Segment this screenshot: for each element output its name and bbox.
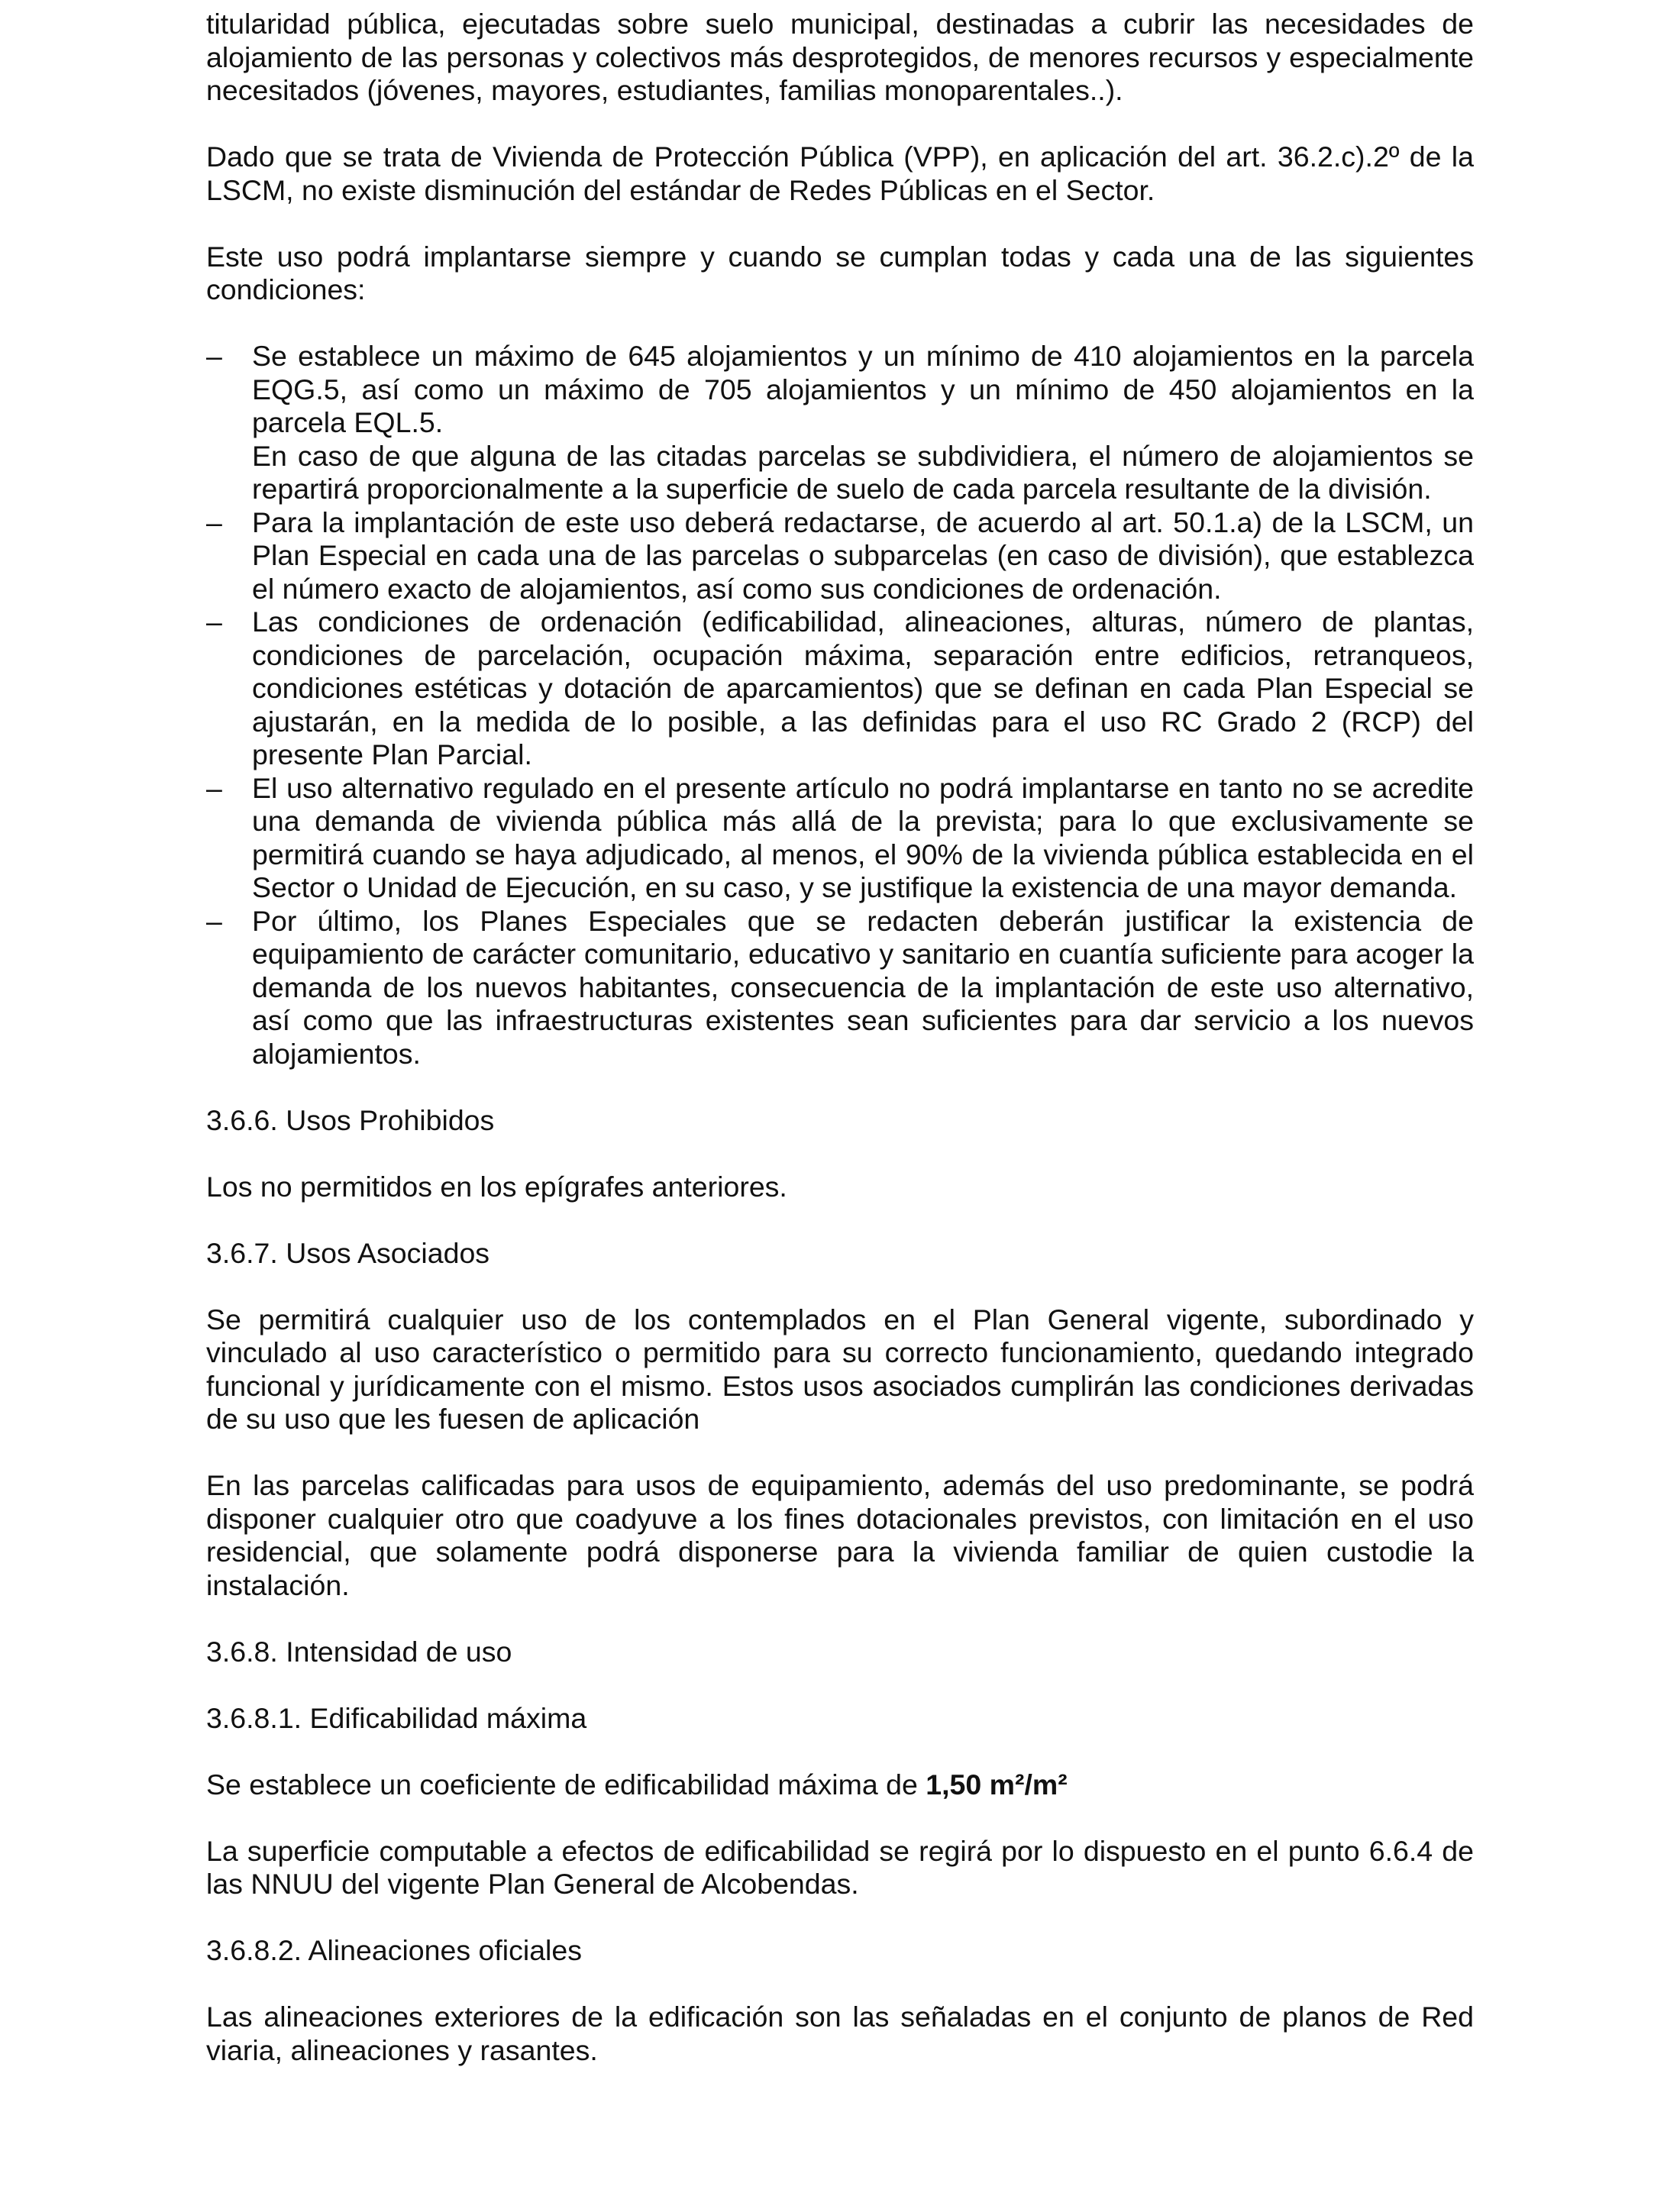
conditions-list: [206, 340, 1474, 1071]
edificabilidad-text: Se establece un coeficiente de edificabilidad máxima de: [206, 1768, 926, 1801]
condition-text: En caso de que alguna de las citadas parcelas se subdividiera, el número de alojamientos se repartirá proporcionalmente a la superficie de suelo de cada parcela resultante de la división.: [252, 439, 1474, 505]
condition-text: Para la implantación de este uso deberá redactarse, de acuerdo al art. 50.1.a) de la LSCM, un Plan Especial en cada una de las parcelas o subparcelas (en caso de división), que establezca el número exacto de alojamientos, así como sus condiciones de ordenación.: [252, 505, 1474, 605]
paragraph-alineaciones: Las alineaciones exteriores de la edificación son las señaladas en el conjunto de planos de Red viaria, alineaciones y rasantes.: [206, 2001, 1474, 2066]
edificabilidad-value: 1,50 m²/m²: [926, 1768, 1068, 1801]
condition-text: Se establece un máximo de 645 alojamientos y un mínimo de 410 alojamientos en la parcela EQG.5, así como un máximo de 705 alojamientos y un mínimo de 450 alojamientos en la parcela EQL.5.: [252, 340, 1474, 438]
list-item: [206, 606, 1474, 772]
paragraph-usos-asociados-2: En las parcelas calificadas para usos de equipamiento, además del uso predominante, se podrá disponer cualquier otro que coadyuve a los fines dotacionales previstos, con limitación en el uso residencial, que solamente podrá disponerse para la vivienda familiar de quien custodie la instalación.: [206, 1469, 1474, 1601]
list-item: [206, 905, 1474, 1071]
paragraph-alojamientos-definition: titularidad pública, ejecutadas sobre suelo municipal, destinadas a cubrir las necesidades de alojamiento de las personas y colectivos más desprotegidos, de menores recursos y especialmente necesitados (jóvenes, mayores, estudiantes, familias monoparentales..).: [206, 8, 1474, 106]
condition-text: El uso alternativo regulado en el presente artículo no podrá implantarse en tanto no se acredite una demanda de vivienda pública más allá de la prevista; para lo que exclusivamente se permitirá cuando se haya adjudicado, al menos, el 90% de la vivienda pública establecida en el Sector o Unidad de Ejecución, en su caso, y se justifique la existencia de una mayor demanda.: [252, 771, 1474, 903]
section-heading-alineaciones-oficiales: 3.6.8.2. Alineaciones oficiales: [206, 1934, 582, 1966]
condition-text: Las condiciones de ordenación (edificabilidad, alineaciones, alturas, número de plantas, condiciones de parcelación, ocupación máxima, separación entre edificios, retranqueos, condiciones estéticas y dotación de aparcamientos) que se definan en cada Plan Especial se ajustarán, en la medida de lo posible, a las definidas para el uso RC Grado 2 (RCP) del presente Plan Parcial.: [252, 606, 1474, 770]
condition-text: Por último, los Planes Especiales que se redacten deberán justificar la existencia de equipamiento de carácter comunitario, educativo y sanitario en cuantía suficiente para acoger la demanda de los nuevos habitantes, consecuencia de la implantación de este uso alternativo, así como que las infraestructuras existentes sean suficientes para dar servicio a los nuevos alojamientos.: [252, 904, 1474, 1070]
list-item: [206, 772, 1474, 905]
section-heading-usos-asociados: 3.6.7. Usos Asociados: [206, 1236, 490, 1269]
list-item: [206, 340, 1474, 506]
dash-bullet-icon: –: [206, 606, 222, 638]
document-page: [206, 8, 1474, 2101]
paragraph-edificabilidad-coeficiente: [206, 1768, 1474, 1802]
paragraph-vpp-note: Dado que se trata de Vivienda de Protección Pública (VPP), en aplicación del art. 36.2.c).2º de la LSCM, no existe disminución del estándar de Redes Públicas en el Sector.: [206, 140, 1474, 206]
dash-bullet-icon: –: [206, 904, 222, 937]
dash-bullet-icon: –: [206, 340, 222, 372]
paragraph-superficie-computable: La superficie computable a efectos de edificabilidad se regirá por lo dispuesto en el punto 6.6.4 de las NNUU del vigente Plan General de Alcobendas.: [206, 1834, 1474, 1900]
section-heading-edificabilidad-maxima: 3.6.8.1. Edificabilidad máxima: [206, 1701, 587, 1734]
paragraph-usos-asociados-1: Se permitirá cualquier uso de los contemplados en el Plan General vigente, subordinado y vinculado al uso característico o permitido para su correcto funcionamiento, quedando integrado funcional y jurídicamente con el mismo. Estos usos asociados cumplirán las condiciones derivadas de su uso que les fuesen de aplicación: [206, 1303, 1474, 1435]
section-heading-usos-prohibidos: 3.6.6. Usos Prohibidos: [206, 1103, 495, 1136]
paragraph-usos-prohibidos: Los no permitidos en los epígrafes anteriores.: [206, 1170, 787, 1203]
list-item: [206, 506, 1474, 606]
paragraph-conditions-intro: Este uso podrá implantarse siempre y cuando se cumplan todas y cada una de las siguientes condiciones:: [206, 240, 1474, 305]
section-heading-intensidad-de-uso: 3.6.8. Intensidad de uso: [206, 1635, 512, 1668]
dash-bullet-icon: –: [206, 505, 222, 538]
dash-bullet-icon: –: [206, 771, 222, 804]
